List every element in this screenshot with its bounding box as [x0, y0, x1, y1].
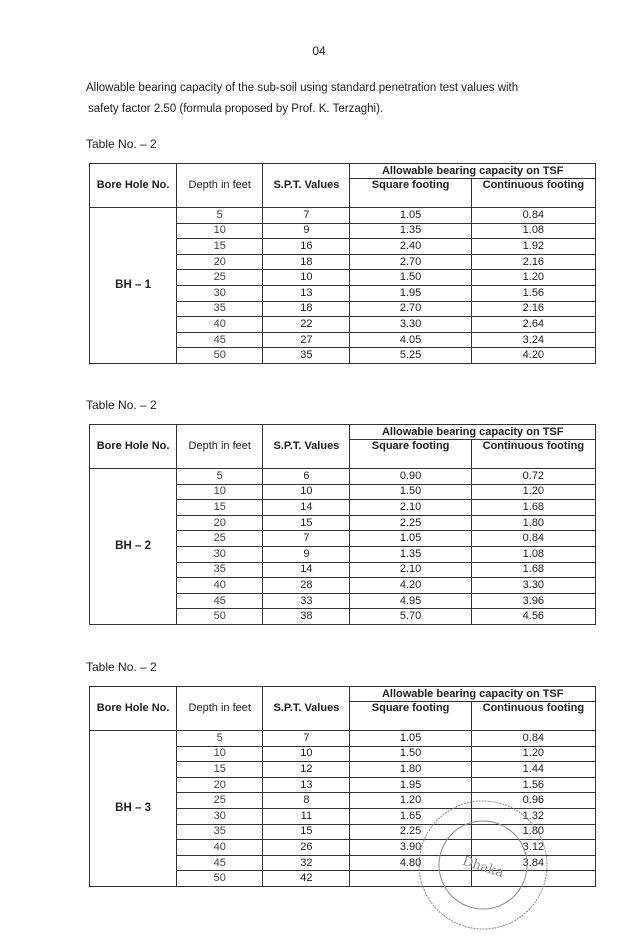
- table-caption: Table No. – 2: [86, 398, 157, 412]
- header-square-footing: Square footing: [350, 440, 471, 469]
- square-footing-cell: 2.70: [350, 301, 471, 317]
- continuous-footing-cell: 1.80: [471, 515, 595, 531]
- spt-cell: 9: [263, 223, 350, 239]
- continuous-footing-cell: 4.20: [471, 348, 595, 364]
- depth-cell: 50: [177, 609, 263, 625]
- square-footing-cell: 5.25: [350, 348, 471, 364]
- spt-cell: 8: [263, 793, 350, 809]
- table-caption: Table No. – 2: [86, 660, 157, 674]
- page-number: 04: [312, 44, 326, 58]
- depth-cell: 25: [177, 270, 263, 286]
- spt-cell: 18: [263, 254, 350, 270]
- square-footing-cell: 4.20: [350, 578, 471, 594]
- depth-cell: 30: [177, 808, 263, 824]
- header-allowable-bearing-capacity: Allowable bearing capacity on TSF: [350, 687, 596, 702]
- square-footing-cell: 4.80: [350, 855, 471, 871]
- spt-cell: 12: [263, 762, 350, 778]
- header-allowable-bearing-capacity: Allowable bearing capacity on TSF: [350, 164, 596, 179]
- continuous-footing-cell: 1.68: [471, 500, 595, 516]
- square-footing-cell: 1.50: [350, 270, 471, 286]
- continuous-footing-cell: 1.32: [471, 808, 595, 824]
- header-square-footing: Square footing: [350, 179, 471, 208]
- depth-cell: 35: [177, 301, 263, 317]
- square-footing-cell: 4.95: [350, 593, 471, 609]
- spt-cell: 42: [263, 871, 350, 887]
- continuous-footing-cell: [471, 871, 595, 887]
- continuous-footing-cell: 1.20: [471, 746, 595, 762]
- continuous-footing-cell: 2.64: [471, 317, 595, 333]
- depth-cell: 20: [177, 254, 263, 270]
- continuous-footing-cell: 3.96: [471, 593, 595, 609]
- depth-cell: 45: [177, 593, 263, 609]
- continuous-footing-cell: 2.16: [471, 254, 595, 270]
- continuous-footing-cell: 1.44: [471, 762, 595, 778]
- header-bore-hole: Bore Hole No.: [90, 425, 177, 469]
- header-spt: S.P.T. Values: [263, 425, 350, 469]
- depth-cell: 35: [177, 824, 263, 840]
- table-row: [90, 469, 596, 485]
- bearing-capacity-table: [89, 163, 596, 364]
- header-continuous-footing: Continuous footing: [471, 179, 595, 208]
- bore-hole-cell: BH – 1: [90, 208, 177, 364]
- depth-cell: 15: [177, 762, 263, 778]
- depth-cell: 10: [177, 746, 263, 762]
- stamp-text: Dhaka: [460, 853, 506, 882]
- spt-cell: 15: [263, 824, 350, 840]
- square-footing-cell: 2.70: [350, 254, 471, 270]
- depth-cell: 5: [177, 469, 263, 485]
- spt-cell: 10: [263, 746, 350, 762]
- square-footing-cell: 1.05: [350, 531, 471, 547]
- depth-cell: 45: [177, 855, 263, 871]
- continuous-footing-cell: 1.08: [471, 546, 595, 562]
- spt-cell: 26: [263, 840, 350, 856]
- depth-cell: 10: [177, 484, 263, 500]
- depth-cell: 35: [177, 562, 263, 578]
- spt-cell: 13: [263, 777, 350, 793]
- continuous-footing-cell: 0.96: [471, 793, 595, 809]
- continuous-footing-cell: 1.68: [471, 562, 595, 578]
- depth-cell: 10: [177, 223, 263, 239]
- square-footing-cell: [350, 871, 471, 887]
- continuous-footing-cell: 1.92: [471, 239, 595, 255]
- continuous-footing-cell: 0.84: [471, 208, 595, 224]
- square-footing-cell: 1.80: [350, 762, 471, 778]
- square-footing-cell: 3.90: [350, 840, 471, 856]
- spt-cell: 35: [263, 348, 350, 364]
- header-bore-hole: Bore Hole No.: [90, 164, 177, 208]
- intro-line-1: Allowable bearing capacity of the sub-soil using standard penetration test values with: [86, 82, 519, 94]
- header-depth: Depth in feet: [177, 687, 263, 731]
- square-footing-cell: 1.35: [350, 546, 471, 562]
- spt-cell: 14: [263, 500, 350, 516]
- header-depth: Depth in feet: [177, 425, 263, 469]
- spt-cell: 15: [263, 515, 350, 531]
- depth-cell: 40: [177, 317, 263, 333]
- depth-cell: 20: [177, 515, 263, 531]
- bearing-capacity-table: [89, 424, 596, 625]
- depth-cell: 20: [177, 777, 263, 793]
- header-spt: S.P.T. Values: [263, 687, 350, 731]
- square-footing-cell: 1.95: [350, 777, 471, 793]
- bore-hole-cell: BH – 3: [90, 731, 177, 887]
- continuous-footing-cell: 3.12: [471, 840, 595, 856]
- table-row: [90, 208, 596, 224]
- square-footing-cell: 3.30: [350, 317, 471, 333]
- spt-cell: 32: [263, 855, 350, 871]
- spt-cell: 27: [263, 332, 350, 348]
- continuous-footing-cell: 1.20: [471, 270, 595, 286]
- spt-cell: 7: [263, 731, 350, 747]
- intro-line-2: safety factor 2.50 (formula proposed by Prof. K. Terzaghi).: [88, 103, 384, 115]
- spt-cell: 28: [263, 578, 350, 594]
- continuous-footing-cell: 1.56: [471, 285, 595, 301]
- continuous-footing-cell: 2.16: [471, 301, 595, 317]
- depth-cell: 5: [177, 208, 263, 224]
- square-footing-cell: 1.50: [350, 746, 471, 762]
- spt-cell: 10: [263, 270, 350, 286]
- continuous-footing-cell: 0.72: [471, 469, 595, 485]
- header-depth: Depth in feet: [177, 164, 263, 208]
- header-bore-hole: Bore Hole No.: [90, 687, 177, 731]
- depth-cell: 15: [177, 239, 263, 255]
- depth-cell: 25: [177, 531, 263, 547]
- continuous-footing-cell: 0.84: [471, 731, 595, 747]
- intro-paragraph: [86, 78, 596, 120]
- square-footing-cell: 1.05: [350, 208, 471, 224]
- spt-cell: 38: [263, 609, 350, 625]
- continuous-footing-cell: 3.24: [471, 332, 595, 348]
- depth-cell: 25: [177, 793, 263, 809]
- depth-cell: 50: [177, 348, 263, 364]
- depth-cell: 30: [177, 285, 263, 301]
- continuous-footing-cell: 1.08: [471, 223, 595, 239]
- depth-cell: 40: [177, 578, 263, 594]
- square-footing-cell: 1.65: [350, 808, 471, 824]
- spt-cell: 22: [263, 317, 350, 333]
- square-footing-cell: 2.25: [350, 515, 471, 531]
- square-footing-cell: 2.40: [350, 239, 471, 255]
- depth-cell: 45: [177, 332, 263, 348]
- square-footing-cell: 1.05: [350, 731, 471, 747]
- continuous-footing-cell: 1.56: [471, 777, 595, 793]
- square-footing-cell: 1.95: [350, 285, 471, 301]
- square-footing-cell: 2.10: [350, 500, 471, 516]
- continuous-footing-cell: 1.20: [471, 484, 595, 500]
- spt-cell: 33: [263, 593, 350, 609]
- continuous-footing-cell: 3.30: [471, 578, 595, 594]
- depth-cell: 5: [177, 731, 263, 747]
- spt-cell: 6: [263, 469, 350, 485]
- depth-cell: 40: [177, 840, 263, 856]
- square-footing-cell: 1.35: [350, 223, 471, 239]
- bore-hole-cell: BH – 2: [90, 469, 177, 625]
- spt-cell: 16: [263, 239, 350, 255]
- depth-cell: 50: [177, 871, 263, 887]
- square-footing-cell: 5.70: [350, 609, 471, 625]
- continuous-footing-cell: 0.84: [471, 531, 595, 547]
- continuous-footing-cell: 4.56: [471, 609, 595, 625]
- header-continuous-footing: Continuous footing: [471, 702, 595, 731]
- square-footing-cell: 4.05: [350, 332, 471, 348]
- spt-cell: 11: [263, 808, 350, 824]
- square-footing-cell: 1.50: [350, 484, 471, 500]
- square-footing-cell: 2.10: [350, 562, 471, 578]
- depth-cell: 15: [177, 500, 263, 516]
- square-footing-cell: 1.20: [350, 793, 471, 809]
- continuous-footing-cell: 3.84: [471, 855, 595, 871]
- spt-cell: 13: [263, 285, 350, 301]
- bearing-capacity-table: [89, 686, 596, 887]
- header-square-footing: Square footing: [350, 702, 471, 731]
- continuous-footing-cell: 1.80: [471, 824, 595, 840]
- table-row: [90, 731, 596, 747]
- spt-cell: 9: [263, 546, 350, 562]
- square-footing-cell: 0.90: [350, 469, 471, 485]
- header-allowable-bearing-capacity: Allowable bearing capacity on TSF: [350, 425, 596, 440]
- spt-cell: 7: [263, 531, 350, 547]
- spt-cell: 14: [263, 562, 350, 578]
- depth-cell: 30: [177, 546, 263, 562]
- square-footing-cell: 2.25: [350, 824, 471, 840]
- header-spt: S.P.T. Values: [263, 164, 350, 208]
- spt-cell: 18: [263, 301, 350, 317]
- table-caption: Table No. – 2: [86, 137, 157, 151]
- spt-cell: 7: [263, 208, 350, 224]
- spt-cell: 10: [263, 484, 350, 500]
- header-continuous-footing: Continuous footing: [471, 440, 595, 469]
